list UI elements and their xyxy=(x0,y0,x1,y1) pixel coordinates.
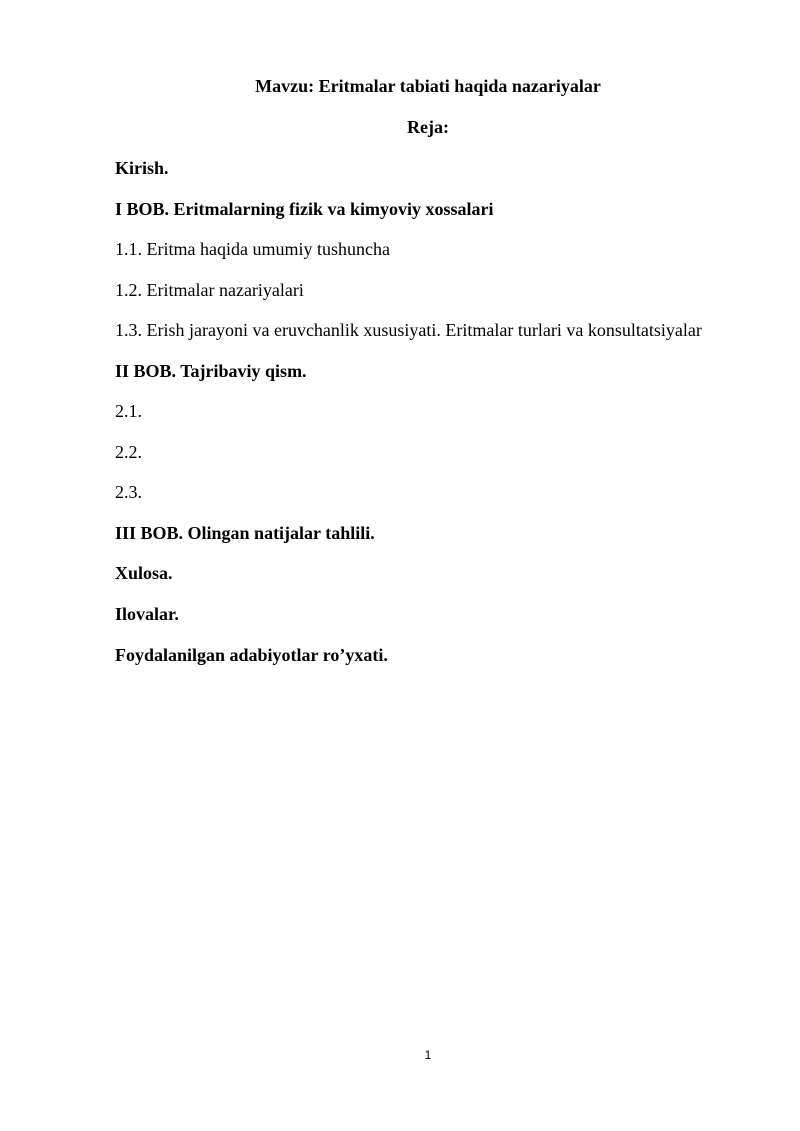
plan-section-1-3: 1.3. Erish jarayoni va eruvchanlik xususiyati. Eritmalar turlari va konsultatsiyalar xyxy=(115,320,702,340)
plan-section-2-1: 2.1. xyxy=(115,401,142,421)
plan-chapter-3: III BOB. Olingan natijalar tahlili. xyxy=(115,523,375,543)
plan-item-references: Foydalanilgan adabiyotlar ro’yxati. xyxy=(115,645,388,665)
plan-chapter-1: I BOB. Eritmalarning fizik va kimyoviy xossalari xyxy=(115,199,494,219)
plan-item-appendices: Ilovalar. xyxy=(115,604,179,624)
plan-heading: Reja: xyxy=(407,117,449,137)
page-number: 1 xyxy=(424,1048,432,1062)
plan-chapter-2: II BOB. Tajribaviy qism. xyxy=(115,361,307,381)
document-topic-title: Mavzu: Eritmalar tabiati haqida nazariyalar xyxy=(255,76,601,96)
plan-item-conclusion: Xulosa. xyxy=(115,563,173,583)
plan-section-1-1: 1.1. Eritma haqida umumiy tushuncha xyxy=(115,239,390,259)
plan-section-1-2: 1.2. Eritmalar nazariyalari xyxy=(115,280,304,300)
plan-section-2-3: 2.3. xyxy=(115,482,142,502)
plan-item-introduction: Kirish. xyxy=(115,158,169,178)
plan-section-2-2: 2.2. xyxy=(115,442,142,462)
